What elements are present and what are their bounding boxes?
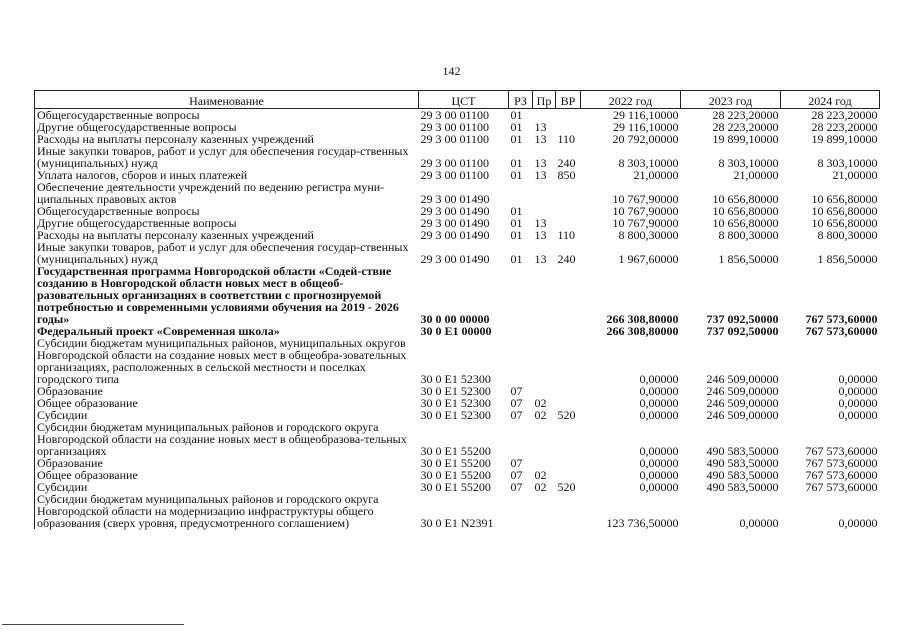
row-cst: 29 3 00 01490 — [420, 192, 490, 206]
row-value-2023: 490 583,50000 — [706, 444, 779, 458]
row-name: Обеспечение деятельности учреждений по ведению регистра муни-ципальных правовых актов — [35, 181, 419, 205]
row-rz: 01 — [510, 132, 523, 146]
row-pr: 02 — [534, 468, 547, 482]
row-value-2023: 490 583,50000 — [706, 480, 779, 494]
row-value-2024: 0,00000 — [838, 516, 878, 530]
row-name: Государственная программа Новгородской области «Содей-ствие созданию в Новгородской области новых мест в общеоб-разовательных организациях в соответствии с прогнозируемой потребностью и современными условиями обучения на 2019 - 2026 годы» — [35, 265, 419, 325]
row-pr: 13 — [534, 156, 547, 170]
row-value-2023: 21,00000 — [733, 168, 779, 182]
row-value-2024: 10 656,80000 — [811, 204, 878, 218]
row-cst: 29 3 00 01100 — [420, 168, 490, 182]
col-header-rz: РЗ — [509, 91, 533, 109]
row-rz: 07 — [510, 408, 523, 422]
row-value-2022: 1 967,60000 — [618, 252, 679, 266]
row-value-2022: 0,00000 — [639, 468, 679, 482]
row-vr — [556, 421, 581, 457]
row-name: Иные закупки товаров, работ и услуг для обеспечения государ-ственных (муниципальных) нужд — [35, 145, 419, 169]
row-pr: 13 — [534, 168, 547, 182]
row-pr — [533, 265, 556, 325]
row-name: Образование — [35, 457, 419, 469]
row-value-2023: 28 223,20000 — [712, 120, 779, 134]
table-body — [35, 109, 880, 530]
table-row — [35, 145, 880, 169]
row-rz — [509, 337, 533, 385]
row-rz: 01 — [510, 228, 523, 242]
row-value-2023: 8 800,30000 — [718, 228, 779, 242]
row-value-2022: 123 736,50000 — [606, 516, 679, 530]
table-row — [35, 493, 880, 529]
table-row — [35, 181, 880, 205]
row-value-2024: 767 573,60000 — [805, 312, 878, 326]
row-rz: 07 — [510, 468, 523, 482]
row-value-2022: 8 800,30000 — [618, 228, 679, 242]
row-vr: 110 — [557, 132, 576, 146]
row-rz — [509, 181, 533, 205]
row-value-2024: 19 899,10000 — [811, 132, 878, 146]
row-name: Расходы на выплаты персоналу казенных учреждений — [35, 133, 419, 145]
row-rz — [509, 493, 533, 529]
row-value-2022: 0,00000 — [639, 480, 679, 494]
row-pr: 13 — [534, 252, 547, 266]
row-rz: 07 — [510, 456, 523, 470]
footer-divider — [2, 624, 184, 625]
row-value-2023: 246 509,00000 — [706, 384, 779, 398]
row-name: Субсидии бюджетам муниципальных районов и городского округа Новгородской области на модернизацию инфраструктуры общего образования (сверх уровня, предусмотренного соглашением) — [35, 493, 419, 529]
row-value-2023: 10 656,80000 — [712, 204, 779, 218]
row-vr — [556, 385, 581, 397]
row-cst: 29 3 00 01100 — [420, 132, 490, 146]
row-value-2024: 767 573,60000 — [805, 324, 878, 338]
row-cst: 30 0 E1 55200 — [420, 456, 491, 470]
header-row — [35, 91, 880, 109]
row-cst: 30 0 E1 52300 — [420, 408, 491, 422]
row-value-2022: 21,00000 — [633, 168, 679, 182]
row-cst: 29 3 00 01100 — [420, 156, 490, 170]
row-vr — [556, 181, 581, 205]
row-value-2022: 0,00000 — [639, 444, 679, 458]
row-value-2022: 8 303,10000 — [618, 156, 679, 170]
row-pr: 02 — [534, 408, 547, 422]
row-pr: 13 — [534, 228, 547, 242]
row-pr — [533, 181, 556, 205]
row-vr: 850 — [557, 168, 576, 182]
row-value-2023: 737 092,50000 — [706, 312, 779, 326]
row-value-2023: 8 303,10000 — [718, 156, 779, 170]
row-value-2023: 19 899,10000 — [712, 132, 779, 146]
row-cst: 30 0 E1 55200 — [420, 444, 491, 458]
row-cst: 29 3 00 01490 — [420, 216, 490, 230]
row-value-2022: 10 767,90000 — [612, 204, 679, 218]
row-vr — [556, 457, 581, 469]
row-rz — [509, 325, 533, 337]
row-value-2024: 28 223,20000 — [811, 108, 878, 122]
row-value-2023: 246 509,00000 — [706, 372, 779, 386]
row-rz: 01 — [510, 156, 523, 170]
row-value-2022: 0,00000 — [639, 456, 679, 470]
row-cst: 30 0 E1 52300 — [420, 396, 491, 410]
row-vr — [556, 325, 581, 337]
table-row — [35, 241, 880, 265]
row-value-2023: 1 856,50000 — [718, 252, 779, 266]
row-value-2024: 8 303,10000 — [817, 156, 878, 170]
row-name: Другие общегосударственные вопросы — [35, 121, 419, 133]
row-value-2024: 21,00000 — [832, 168, 878, 182]
row-pr: 02 — [534, 480, 547, 494]
row-pr — [533, 325, 556, 337]
row-rz — [509, 265, 533, 325]
row-cst: 30 0 E1 52300 — [420, 372, 491, 386]
row-pr: 13 — [534, 216, 547, 230]
table-row — [35, 265, 880, 325]
row-name: Общее образование — [35, 469, 419, 481]
row-rz: 01 — [510, 216, 523, 230]
row-value-2022: 10 767,90000 — [612, 216, 679, 230]
row-name: Федеральный проект «Современная школа» — [35, 325, 419, 337]
row-vr: 110 — [557, 228, 576, 242]
row-rz: 07 — [510, 480, 523, 494]
row-vr — [556, 109, 581, 122]
row-value-2024: 767 573,60000 — [805, 480, 878, 494]
row-name: Субсидии — [35, 409, 419, 421]
row-vr — [556, 205, 581, 217]
row-value-2024: 10 656,80000 — [811, 216, 878, 230]
row-value-2024: 1 856,50000 — [817, 252, 878, 266]
row-name: Субсидии — [35, 481, 419, 493]
row-name: Образование — [35, 385, 419, 397]
row-value-2023: 10 656,80000 — [712, 216, 779, 230]
row-value-2022: 10 767,90000 — [612, 192, 679, 206]
row-pr — [533, 493, 556, 529]
row-pr: 13 — [534, 120, 547, 134]
row-vr — [556, 265, 581, 325]
row-value-2024: 28 223,20000 — [811, 120, 878, 134]
col-header-name: Наименование — [35, 91, 419, 109]
row-vr: 240 — [557, 156, 576, 170]
row-value-2024: 0,00000 — [838, 384, 878, 398]
row-cst: 30 0 E1 55200 — [420, 468, 491, 482]
row-value-2024: 0,00000 — [838, 408, 878, 422]
row-rz: 07 — [510, 384, 523, 398]
row-rz: 07 — [510, 396, 523, 410]
row-cst: 29 3 00 01100 — [420, 120, 490, 134]
row-pr: 13 — [534, 132, 547, 146]
row-value-2023: 490 583,50000 — [706, 456, 779, 470]
row-value-2023: 737 092,50000 — [706, 324, 779, 338]
row-cst: 29 3 00 01490 — [420, 228, 490, 242]
row-value-2024: 8 800,30000 — [817, 228, 878, 242]
row-vr — [556, 337, 581, 385]
row-value-2023: 10 656,80000 — [712, 192, 779, 206]
row-name: Общее образование — [35, 397, 419, 409]
row-value-2024: 767 573,60000 — [805, 468, 878, 482]
row-value-2022: 29 116,10000 — [612, 108, 679, 122]
col-header-2024: 2024 год — [781, 91, 880, 109]
page-number: 142 — [442, 64, 461, 78]
row-pr — [533, 337, 556, 385]
table-row — [35, 337, 880, 385]
row-cst: 30 0 E1 52300 — [420, 384, 491, 398]
row-value-2022: 266 308,80000 — [606, 312, 679, 326]
row-value-2023: 0,00000 — [739, 516, 779, 530]
row-name: Субсидии бюджетам муниципальных районов и городского округа Новгородской области на создание новых мест в общеобразова-тельных организациях — [35, 421, 419, 457]
row-name: Уплата налогов, сборов и иных платежей — [35, 169, 419, 181]
table-row — [35, 421, 880, 457]
row-value-2023: 28 223,20000 — [712, 108, 779, 122]
row-vr: 520 — [557, 408, 576, 422]
row-rz: 01 — [510, 204, 523, 218]
col-header-pr: Пр — [533, 91, 556, 109]
row-name: Субсидии бюджетам муниципальных районов, муниципальных округов Новгородской области на создание новых мест в общеобра-зовательных организациях, расположенных в сельской местности и поселках городского типа — [35, 337, 419, 385]
row-rz: 01 — [510, 168, 523, 182]
row-value-2022: 0,00000 — [639, 396, 679, 410]
row-value-2024: 767 573,60000 — [805, 444, 878, 458]
row-value-2023: 490 583,50000 — [706, 468, 779, 482]
row-pr: 02 — [534, 396, 547, 410]
row-rz: 01 — [510, 120, 523, 134]
row-rz: 01 — [510, 252, 523, 266]
row-name: Общегосударственные вопросы — [35, 205, 419, 217]
row-cst: 30 0 E1 00000 — [420, 324, 492, 338]
row-value-2022: 0,00000 — [639, 408, 679, 422]
row-cst: 30 0 E1 55200 — [420, 480, 491, 494]
col-header-cst: ЦСТ — [419, 91, 509, 109]
row-cst: 30 0 E1 N2391 — [420, 516, 494, 530]
col-header-2023: 2023 год — [681, 91, 781, 109]
row-value-2022: 0,00000 — [639, 384, 679, 398]
row-name: Расходы на выплаты персоналу казенных учреждений — [35, 229, 419, 241]
row-value-2024: 0,00000 — [838, 372, 878, 386]
col-header-2022: 2022 год — [581, 91, 681, 109]
row-pr — [533, 421, 556, 457]
row-name: Общегосударственные вопросы — [35, 109, 419, 122]
row-value-2024: 10 656,80000 — [811, 192, 878, 206]
row-cst: 30 0 00 00000 — [420, 312, 490, 326]
row-value-2022: 266 308,80000 — [606, 324, 679, 338]
row-rz — [509, 421, 533, 457]
col-header-vr: ВР — [556, 91, 581, 109]
budget-table — [34, 90, 880, 529]
row-value-2022: 0,00000 — [639, 372, 679, 386]
row-cst: 29 3 00 01490 — [420, 252, 490, 266]
row-value-2022: 20 792,00000 — [612, 132, 679, 146]
row-vr: 520 — [557, 480, 576, 494]
row-value-2022: 29 116,10000 — [612, 120, 679, 134]
row-rz: 01 — [510, 108, 523, 122]
row-value-2023: 246 509,00000 — [706, 408, 779, 422]
row-name: Другие общегосударственные вопросы — [35, 217, 419, 229]
row-vr — [556, 493, 581, 529]
row-value-2024: 767 573,60000 — [805, 456, 878, 470]
row-cst: 29 3 00 01100 — [420, 108, 490, 122]
row-vr: 240 — [557, 252, 576, 266]
row-cst: 29 3 00 01490 — [420, 204, 490, 218]
row-value-2024: 0,00000 — [838, 396, 878, 410]
row-value-2023: 246 509,00000 — [706, 396, 779, 410]
row-name: Иные закупки товаров, работ и услуг для обеспечения государ-ственных (муниципальных) нужд — [35, 241, 419, 265]
